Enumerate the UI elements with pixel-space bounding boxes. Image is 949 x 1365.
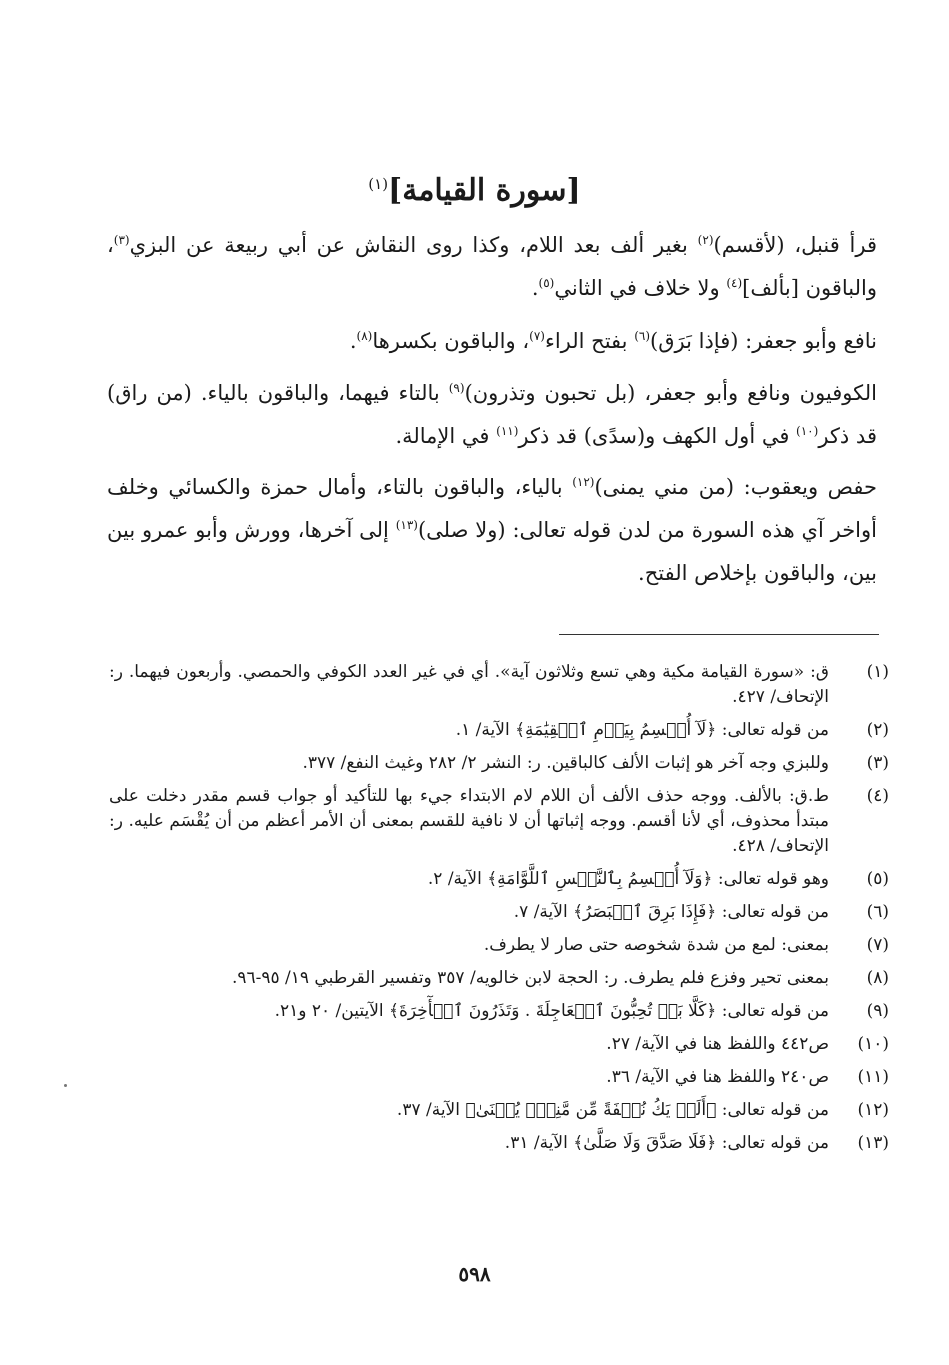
footnote-separator: [559, 634, 879, 635]
footnote-item: [109, 1131, 889, 1156]
paragraph-qunbul: [107, 224, 877, 310]
footnote-text: ص٢٤٠ واللفظ هنا في الآية/ ٣٦.: [606, 1067, 829, 1087]
paragraph-text: ، والباقون بكسرها: [372, 329, 530, 353]
footnote-ref: (٦): [634, 329, 651, 343]
footnote-ref: (١١): [496, 424, 519, 438]
paragraph-kufiyun: [107, 372, 877, 458]
footnote-ref: (١٣): [395, 518, 418, 532]
footnote-ref: (٨): [356, 329, 373, 343]
footnote-text: بمعنى تحير وفزع فلم يطرف. ر: الحجة لابن خالويه/ ٣٥٧ وتفسير القرطبي ١٩/ ٩٥-٩٦.: [231, 968, 829, 988]
footnote-text: ق: «سورة القيامة مكية وهي تسع وثلاثون آية». أي في غير العدد الكوفي والحمصي. وأربعون فيهما. ر: الإتحاف/ ٤٢٧.: [109, 662, 829, 707]
surah-title-text: [سورة القيامة]: [388, 173, 581, 208]
footnote-item: [109, 718, 889, 743]
footnote-text: ط.ق: بالألف. ووجه حذف الألف أن اللام لام الابتداء جيء بها للتأكيد أو جواب قسم مقدر دخلت على مبتدأ محذوف، أي لأنا أقسم. ووجه إثباتها أن لا نافية للقسم بمعنى أن الأمر أعظم من أن يُقْسَم عليه. ر: الإتحاف/ ٤٢٨.: [109, 786, 829, 856]
paragraph-text: ، والباقون [بألف]: [107, 233, 877, 300]
paragraph-text: بالياء، والباقون بالتاء، وأمال حمزة والكسائي وخلف أواخر آي هذه السورة من لدن قوله تعالى: (ولا صلى): [107, 475, 877, 542]
footnote-ref: (٥): [538, 276, 555, 290]
footnote-text: وللبزي وجه آخر هو إثبات الألف كالباقين. ر: النشر ٢/ ٢٨٢ وغيث النفع/ ٣٧٧.: [302, 753, 829, 773]
paragraph-text: .: [531, 276, 539, 300]
footnote-text: من قوله تعالى: ﴿كَلَّا بَلۡ تُحِبُّونَ ٱلۡعَاجِلَةَ . وَتَذَرُونَ ٱلۡأٓخِرَةَ﴾ الآيتين/ ٢٠ و٢١.: [274, 1001, 829, 1021]
footnote-text: من قوله تعالى: ﴿أَلَمۡ يَكُ نُطۡفَةً مِّن مَّنِيّٖ يُمۡنَىٰ﴾ الآية/ ٣٧.: [396, 1100, 829, 1120]
paragraph-text: بالتاء فيهما، والباقون بالياء. (من راق) قد ذكر: [107, 381, 877, 448]
footnote-ref: (٤): [726, 276, 743, 290]
footnote-item: [109, 1098, 889, 1123]
footnote-number: (٥): [866, 869, 889, 889]
footnote-item: [109, 933, 889, 958]
paragraph-text: في الإمالة.: [395, 424, 497, 448]
footnote-ref: (١٢): [572, 475, 595, 489]
footnote-text: من قوله تعالى: ﴿فَإِذَا بَرِقَ ٱلۡبَصَرُ﴾ الآية/ ٧.: [513, 902, 829, 922]
footnote-number: (٨): [866, 968, 889, 988]
footnote-number: (٧): [866, 935, 889, 955]
footnote-number: (١٢): [857, 1100, 889, 1120]
footnote-item: [109, 999, 889, 1024]
footnote-number: (٦): [866, 902, 889, 922]
footnote-text: وهو قوله تعالى: ﴿وَلَآ أُقۡسِمُ بِٱلنَّفۡسِ ٱللَّوَّامَةِ﴾ الآية/ ٢.: [427, 869, 829, 889]
footnote-item: [109, 966, 889, 991]
footnote-text: بمعنى: لمع من شدة شخوصه حتى صار لا يطرف.: [483, 935, 829, 955]
footnote-text: من قوله تعالى: ﴿لَآ أُقۡسِمُ بِيَوۡمِ ٱلۡقِيَٰمَةِ﴾ الآية/ ١.: [455, 720, 829, 740]
footnote-number: (١): [866, 662, 889, 682]
paragraph-text: إلى آخرها، وورش وأبو عمرو بين بين، والباقون بإخلاص الفتح.: [107, 518, 877, 585]
footnote-item: [109, 751, 889, 776]
footnote-item: [109, 784, 889, 859]
paragraph-text: حفص ويعقوب: (من مني يمنى): [594, 475, 877, 499]
footnote-number: (١٠): [857, 1034, 889, 1054]
surah-title: [0, 162, 949, 213]
paragraph-text: نافع وأبو جعفر: (فإذا بَرَق): [650, 329, 877, 353]
footnote-number: (٢): [866, 720, 889, 740]
paragraph-text: في أول الكهف و(سدًى) قد ذكر: [518, 424, 797, 448]
page-number: ٥٩٨: [458, 1262, 491, 1286]
paragraph-text: بغير ألف بعد اللام، وكذا روى النقاش عن أبي ربيعة عن البزي: [129, 233, 698, 257]
paragraph-nafi: [107, 320, 877, 363]
paragraph-text: قرأ قنبل، (لأقسم): [713, 233, 877, 257]
paragraph-hafs: [107, 466, 877, 595]
footnote-item: [109, 1065, 889, 1090]
title-footnote-ref: (١): [368, 175, 389, 193]
footnote-item: [109, 660, 889, 710]
footnote-number: (٣): [866, 753, 889, 773]
footnote-number: (٩): [866, 1001, 889, 1021]
footnote-ref: (٧): [529, 329, 545, 343]
paragraph-text: الكوفيون ونافع وأبو جعفر، (بل تحبون وتذرون): [464, 381, 877, 405]
footnote-ref: (٢): [697, 233, 714, 247]
footnotes-list: [109, 660, 889, 1164]
footnote-item: [109, 900, 889, 925]
paragraph-text: بفتح الراء: [544, 329, 635, 353]
footnote-item: [109, 1032, 889, 1057]
footnote-number: (١١): [857, 1067, 889, 1087]
footnote-ref: (١٠): [796, 424, 819, 438]
paragraph-text: ولا خلاف في الثاني: [554, 276, 727, 300]
footnote-text: ص٤٤٢ واللفظ هنا في الآية/ ٢٧.: [606, 1034, 829, 1054]
footnote-ref: (٩): [448, 381, 465, 395]
footnote-text: من قوله تعالى: ﴿فَلَا صَدَّقَ وَلَا صَلَّىٰ﴾ الآية/ ٣١.: [504, 1133, 829, 1153]
footnote-number: (١٣): [857, 1133, 889, 1153]
footnote-number: (٤): [866, 786, 889, 806]
footnote-item: [109, 867, 889, 892]
footnote-ref: (٣): [113, 233, 130, 247]
paragraph-text: .: [349, 329, 357, 353]
scan-speck: [64, 1084, 67, 1087]
